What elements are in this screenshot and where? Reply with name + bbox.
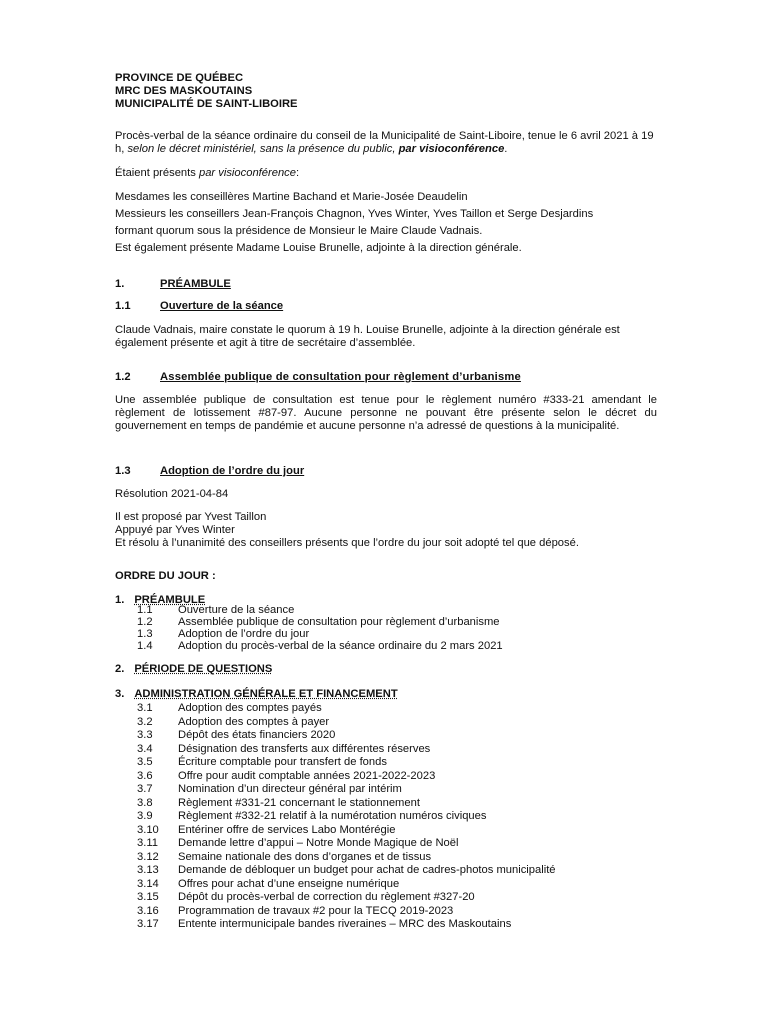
- section-title: PRÉAMBULE: [160, 278, 231, 290]
- agenda-item-number: 1.: [115, 594, 125, 606]
- resolved-text: Et résolu à l’unanimité des conseillers présents que l’ordre du jour soit adopté tel que déposé.: [115, 537, 579, 549]
- presence-line-4: Est également présente Madame Louise Brunelle, adjointe à la direction générale.: [115, 242, 522, 254]
- agenda-subitem-number: 3.11: [137, 837, 158, 849]
- agenda-subitem: [137, 837, 458, 850]
- agenda-subitem: [137, 864, 556, 877]
- agenda-subitem: [137, 783, 402, 796]
- agenda-subitem-number: 3.12: [137, 850, 159, 863]
- agenda-subitem: [137, 716, 329, 729]
- agenda-subitem: [137, 770, 435, 783]
- intro-text: Procès-verbal de la séance ordinaire du conseil de la Municipalité de Saint-Liboire, tenue le 6 avril 2021 à 19 h,: [115, 130, 654, 155]
- agenda-subitem-text: Règlement #331-21 concernant le stationnement: [178, 796, 420, 809]
- intro-bold-italic: par visioconférence: [398, 143, 505, 155]
- agenda-subitem-text: Assemblée publique de consultation pour règlement d’urbanisme: [178, 616, 500, 628]
- agenda-subitem: [137, 743, 430, 756]
- header-province: PROVINCE DE QUÉBEC: [115, 72, 244, 84]
- section-number: 1.1: [115, 300, 131, 312]
- agenda-subitem: [137, 756, 387, 769]
- agenda-subitem-text: Entente intermunicipale bandes riveraines – MRC des Maskoutains: [178, 918, 512, 930]
- agenda-item-title: PÉRIODE DE QUESTIONS: [134, 663, 273, 675]
- presence-label-italic: par visioconférence: [198, 167, 296, 179]
- agenda-subitem: [137, 878, 399, 891]
- section-title: Assemblée publique de consultation pour règlement d’urbanisme: [160, 371, 521, 383]
- agenda-subitem-number: 3.8: [137, 796, 153, 809]
- agenda-subitem: [137, 824, 395, 837]
- agenda-subitem-text: Dépôt des états financiers 2020: [178, 729, 336, 741]
- presence-label: [115, 167, 657, 180]
- agenda-subitem-text: Règlement #332-21 relatif à la numérotation numéros civiques: [178, 810, 487, 822]
- agenda-subitem-text: Adoption de l’ordre du jour: [178, 628, 310, 640]
- header-mrc: MRC DES MASKOUTAINS: [115, 85, 253, 97]
- agenda-item-3: [115, 688, 398, 701]
- agenda-subitem-text: Ouverture de la séance: [178, 604, 295, 616]
- section-number: 1.3: [115, 465, 131, 477]
- agenda-item-title: ADMINISTRATION GÉNÉRALE ET FINANCEMENT: [134, 688, 398, 700]
- agenda-subitem-text: Demande de débloquer un budget pour achat de cadres-photos municipalité: [178, 864, 556, 876]
- agenda-subitem-number: 1.4: [137, 640, 153, 652]
- presence-line-2: Messieurs les conseillers Jean-François Chagnon, Yves Winter, Yves Taillon et Serge Desjardins: [115, 208, 594, 220]
- section-number: 1.2: [115, 371, 131, 383]
- agenda-subitem-number: 1.2: [137, 616, 153, 628]
- agenda-subitem-number: 3.13: [137, 864, 159, 876]
- agenda-subitem-text: Offre pour audit comptable années 2021-2022-2023: [178, 769, 436, 782]
- agenda-subitem-text: Adoption des comptes à payer: [178, 715, 330, 728]
- agenda-subitem-number: 3.16: [137, 904, 159, 917]
- agenda-subitem-text: Programmation de travaux #2 pour la TECQ 2019-2023: [178, 904, 454, 917]
- intro-paragraph: [115, 130, 657, 156]
- section-1-1-body: Claude Vadnais, maire constate le quorum à 19 h. Louise Brunelle, adjointe à la direction générale est également présente et agit à titre de secrétaire d’assemblée.: [115, 324, 620, 349]
- agenda-subitem: [137, 891, 475, 904]
- intro-end: .: [504, 143, 508, 155]
- agenda-subitem: [137, 851, 431, 864]
- agenda-subitem-text: Dépôt du procès-verbal de correction du règlement #327-20: [178, 891, 475, 903]
- agenda-subitem-text: Nomination d’un directeur général par intérim: [178, 783, 402, 795]
- agenda-item-number: 3.: [115, 688, 125, 700]
- agenda-subitem-number: 3.9: [137, 810, 153, 822]
- agenda-subitem-text: Adoption des comptes payés: [178, 702, 322, 714]
- agenda-subitem-number: 3.7: [137, 783, 153, 795]
- proposed-by: Il est proposé par Yvest Taillon: [115, 511, 267, 523]
- header-municipality: MUNICIPALITÉ DE SAINT-LIBOIRE: [115, 98, 298, 110]
- agenda-item-2: [115, 663, 272, 676]
- section-number: 1.: [115, 278, 125, 290]
- agenda-subitem-number: 1.1: [137, 604, 153, 616]
- agenda-subitem-number: 1.3: [137, 628, 153, 640]
- agenda-subitem-text: Offres pour achat d’une enseigne numérique: [178, 877, 400, 890]
- agenda-subitem-text: Adoption du procès-verbal de la séance ordinaire du 2 mars 2021: [178, 640, 503, 652]
- section-title: Ouverture de la séance: [160, 300, 284, 312]
- agenda-subitem-text: Entériner offre de services Labo Montérégie: [178, 823, 396, 836]
- presence-line-1: Mesdames les conseillères Martine Bachand et Marie-Josée Deaudelin: [115, 191, 468, 203]
- presence-label-text: Étaient présents: [115, 167, 199, 179]
- agenda-subitem: [137, 702, 322, 715]
- agenda-title: ORDRE DU JOUR :: [115, 570, 216, 582]
- agenda-subitem: [137, 729, 335, 742]
- agenda-subitem-number: 3.15: [137, 891, 159, 903]
- agenda-subitem-text: Semaine nationale des dons d’organes et de tissus: [178, 850, 432, 863]
- intro-italic: selon le décret ministériel, sans la présence du public,: [127, 143, 399, 155]
- agenda-item-number: 2.: [115, 663, 125, 675]
- agenda-subitem-number: 3.6: [137, 769, 153, 782]
- agenda-subitem-text: Désignation des transferts aux différentes réserves: [178, 742, 431, 755]
- section-1-2-body: Une assemblée publique de consultation est tenue pour le règlement numéro #333-21 amendant le règlement de lotissement #87-97. Aucune personne ne pouvant être présente selon le décret du gouvernement en temps de pandémie et aucune personne n’a adressé de questions à la municipalité.: [115, 394, 657, 432]
- agenda-subitem-text: Demande lettre d’appui – Notre Monde Magique de Noël: [178, 837, 459, 849]
- agenda-subitem: [137, 905, 453, 918]
- agenda-subitem-number: 3.17: [137, 918, 159, 930]
- header-block: [115, 72, 657, 111]
- agenda-subitem: [137, 797, 420, 810]
- agenda-subitem: [137, 640, 503, 653]
- presence-label-end: :: [295, 167, 300, 179]
- agenda-subitem-number: 3.14: [137, 877, 159, 890]
- seconded-by: Appuyé par Yves Winter: [115, 524, 235, 536]
- agenda-item-title: PRÉAMBULE: [134, 594, 206, 606]
- agenda-subitem-number: 3.5: [137, 756, 153, 768]
- agenda-subitem-number: 3.3: [137, 729, 153, 741]
- resolution-number: Résolution 2021-04-84: [115, 488, 229, 500]
- agenda-subitem-number: 3.1: [137, 702, 153, 714]
- resolution-block: [115, 511, 657, 550]
- agenda-subitem-number: 3.10: [137, 823, 159, 836]
- section-title: Adoption de l’ordre du jour: [160, 465, 305, 477]
- agenda-subitem: [137, 918, 511, 931]
- agenda-subitem-text: Écriture comptable pour transfert de fonds: [178, 756, 387, 768]
- presence-line-3: formant quorum sous la présidence de Monsieur le Maire Claude Vadnais.: [115, 225, 483, 237]
- agenda-subitem-number: 3.4: [137, 742, 153, 755]
- agenda-subitem-number: 3.2: [137, 715, 153, 728]
- agenda-subitem: [137, 810, 486, 823]
